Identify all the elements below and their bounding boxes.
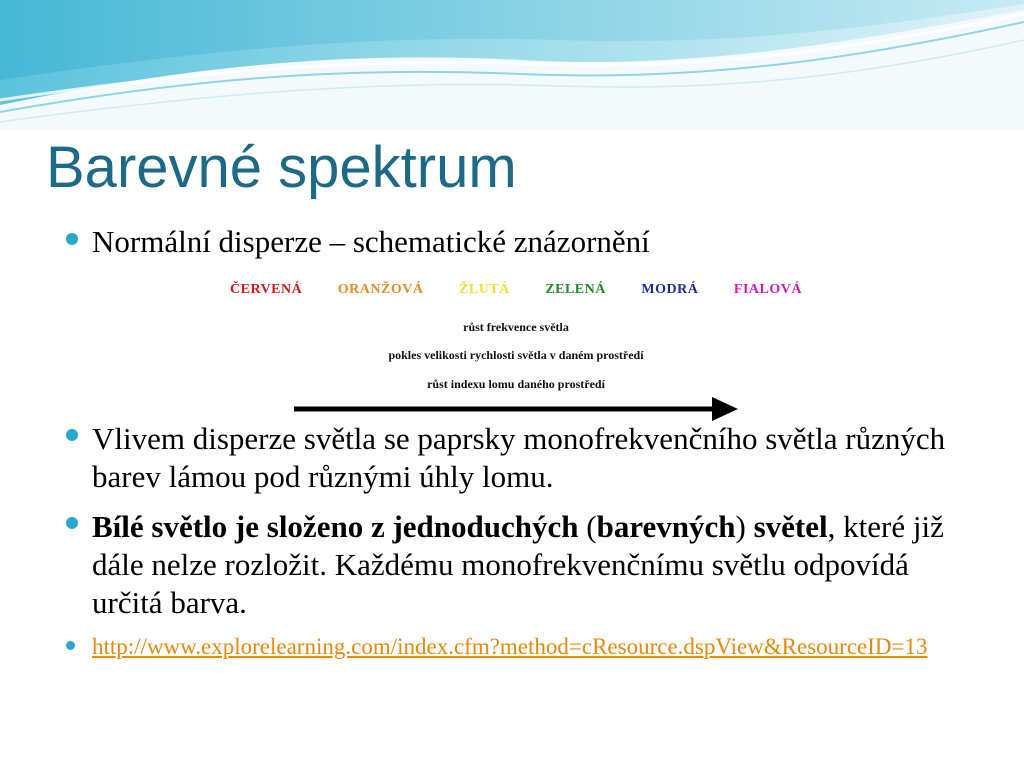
dispersion-diagram	[230, 276, 802, 428]
bullet-normal-dispersion: Normální disperze – schematické znázornění	[92, 224, 650, 259]
text-paren-close: )	[735, 509, 754, 544]
bullet-icon	[66, 429, 78, 441]
bullet-icon	[66, 641, 75, 650]
slide-title: Barevné spektrum	[46, 135, 517, 200]
explorelearning-link[interactable]: http://www.explorelearning.com/index.cfm?method=cResource.dspView&ResourceID=13	[92, 634, 928, 659]
color-label-green: ZELENÁ	[545, 282, 606, 297]
diagram-caption-refractive-index: růst indexu lomu daného prostředí	[427, 377, 605, 391]
bold-text-colored: barevných	[596, 509, 736, 544]
color-label-blue: MODRÁ	[641, 282, 699, 297]
color-label-orange: ORANŽOVÁ	[337, 282, 424, 297]
text-white-light-rest: , které již dále nelze rozložit. Každému monofrekvenčnímu světlu odpovídá určitá barva.	[92, 509, 944, 620]
bullet-white-light	[92, 508, 972, 622]
diagram-caption-speed: pokles velikosti rychlosti světla v daném prostředí	[388, 348, 644, 362]
bold-text-lights: světel	[753, 509, 828, 544]
color-label-yellow: ŽLUTÁ	[459, 282, 510, 297]
color-label-red: ČERVENÁ	[230, 282, 303, 297]
bullet-icon	[66, 517, 78, 529]
color-label-violet: FIALOVÁ	[733, 282, 802, 297]
color-labels-row	[230, 282, 802, 298]
bullet-link	[92, 632, 972, 661]
bullet-icon	[66, 233, 78, 245]
header-wave-decoration	[0, 0, 1024, 130]
text-paren-open: (	[578, 509, 597, 544]
bullet-dispersion-effect: Vlivem disperze světla se paprsky monofrekvenčního světla různých barev lámou pod různými úhly lomu.	[92, 421, 946, 494]
bold-text-white-light: Bílé světlo je složeno z jednoduchých	[92, 509, 579, 544]
diagram-caption-frequency: růst frekvence světla	[463, 320, 569, 334]
